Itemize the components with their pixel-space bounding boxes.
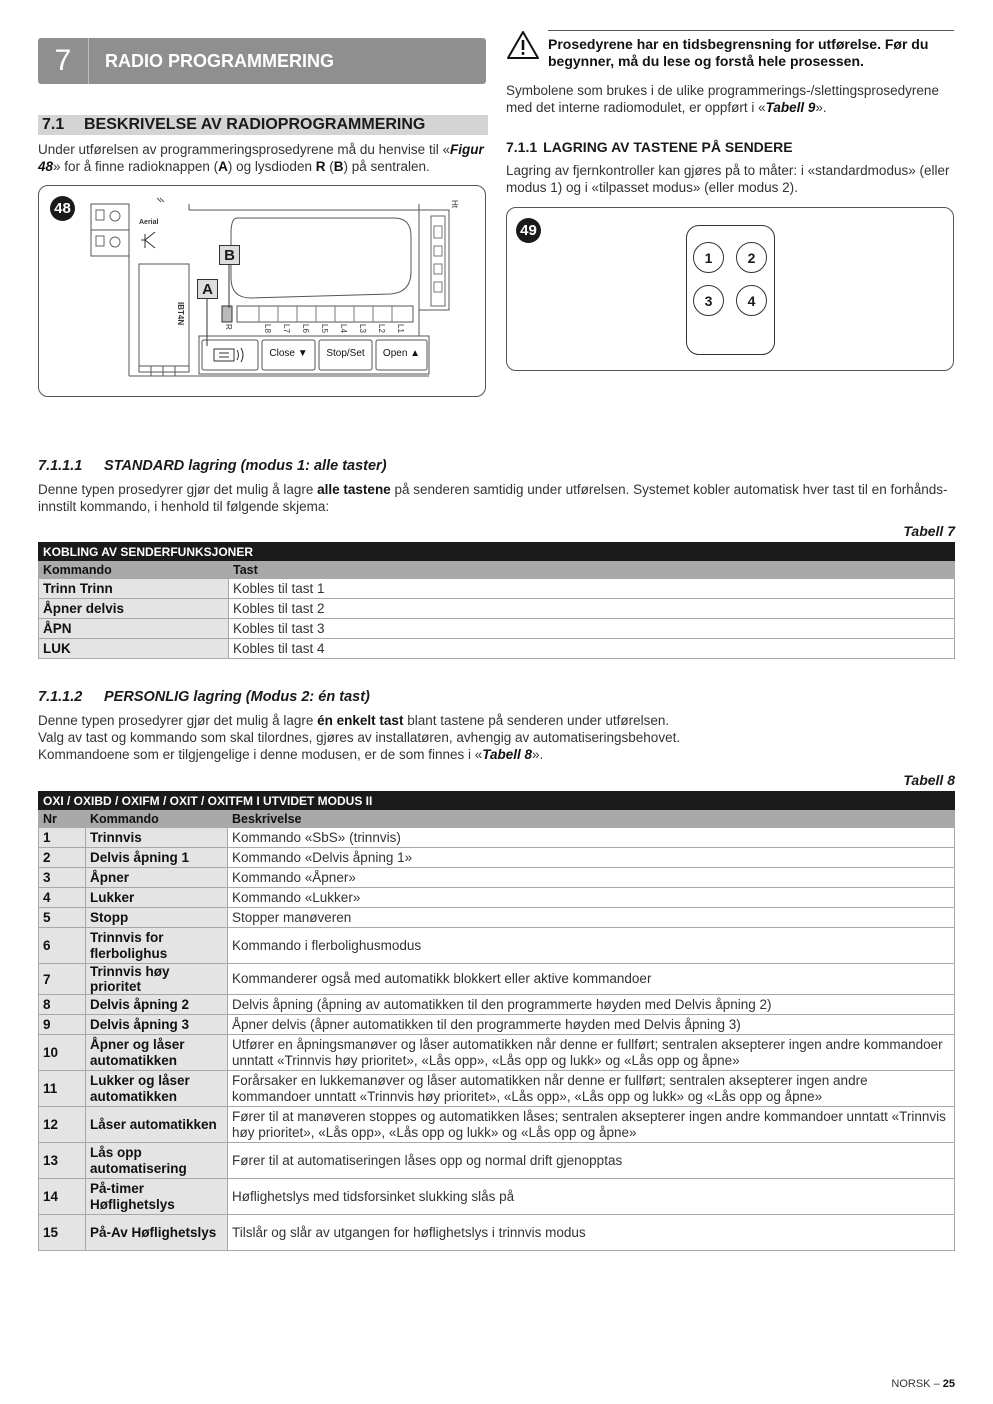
- led-label: L1: [396, 324, 405, 333]
- table-row: Trinn Trinn Kobles til tast 1: [39, 579, 955, 599]
- table-row: Åpner delvis Kobles til tast 2: [39, 599, 955, 619]
- section-7-1-1-paragraph: Lagring av fjernkontroller kan gjøres på to måter: i «standardmodus» (eller modus 1) og i «tilpasset modus» (eller modus 2).: [506, 163, 950, 195]
- table-ref: Tabell 8: [482, 747, 533, 762]
- warning-rule: [548, 30, 954, 31]
- led-label: L7: [282, 324, 291, 333]
- table-7-caption: Tabell 7: [903, 523, 955, 539]
- symbols-paragraph: Symbolene som brukes i de ulike programmerings-/slettingsprosedyrene med det interne radiomodulet, er oppført i «Tabell 9».: [506, 83, 939, 115]
- chapter-header: [38, 38, 486, 84]
- table-row: 7 Trinnvis høy prioritet Kommanderer også med automatikk blokkert eller aktive kommandoer: [39, 964, 955, 995]
- callout-b: B: [219, 245, 240, 265]
- table-row: 11 Lukker og låser automatikken Forårsaker en lukkemanøver og låser automatikken når denne er fullført; sentralen aksepterer ingen andre kommandoer unntatt «Trinnvis høy prioritet», «Lås opp», «Lås opp og lukk» og «Lås opp og åpne»: [39, 1071, 955, 1107]
- chapter-title: RADIO PROGRAMMERING: [105, 50, 334, 71]
- table-row: 10 Åpner og låser automatikken Utfører en åpningsmanøver og låser automatikken når denne er fullført; sentralen aksepterer ingen andre kommandoer unntatt «Trinnvis høy prioritet», «Lås opp», «Lås opp og lukk» og «Lås opp og åpne»: [39, 1035, 955, 1071]
- table-row: LUK Kobles til tast 4: [39, 639, 955, 659]
- section-7-1-1-2-paragraph: Denne typen prosedyrer gjør det mulig å lagre én enkelt tast blant tastene på senderen under utførelsen. Valg av tast og kommando som skal tilordnes, gjøres av installatøren, avhengig av automatiseringsbehovet. Kommandoene som er tilgjengelige i denne modusen, er de som finnes i «Tabell 8».: [38, 713, 681, 762]
- remote-key-4: 4: [736, 285, 767, 316]
- led-label: L4: [339, 324, 348, 333]
- column-header: Nr: [39, 810, 86, 828]
- figure-49: [506, 207, 954, 371]
- table-row: 13 Lås opp automatisering Fører til at automatiseringen låses opp og normal drift gjenopptas: [39, 1143, 955, 1179]
- table-ref: Tabell 9: [765, 100, 816, 115]
- section-7-1-1-heading: 7.1.1 LAGRING AV TASTENE PÅ SENDERE: [506, 139, 793, 155]
- column-header: Beskrivelse: [228, 810, 955, 828]
- figure-badge: 49: [516, 218, 541, 243]
- led-label: L8: [263, 324, 272, 333]
- led-label: L6: [301, 324, 310, 333]
- stop-set-button-label: Stop/Set: [326, 348, 365, 359]
- column-header: Tast: [229, 561, 955, 579]
- table-row: ÅPN Kobles til tast 3: [39, 619, 955, 639]
- table-row: 5 Stopp Stopper manøveren: [39, 908, 955, 928]
- column-header: Kommando: [86, 810, 228, 828]
- warning-icon: [506, 30, 540, 60]
- led-label: L2: [377, 324, 386, 333]
- table-8: [38, 791, 955, 1251]
- led-r-label: R: [224, 324, 233, 330]
- section-7-1-1-1-paragraph: Denne typen prosedyrer gjør det mulig å lagre alle tastene på senderen samtidig under utførelsen. Systemet kobler automatisk hver tast til en forhånds-innstilt kommando, i henhold til følgende skjema:: [38, 482, 948, 514]
- figure-48: [38, 185, 486, 397]
- table-row: 4 Lukker Kommando «Lukker»: [39, 888, 955, 908]
- table-7: [38, 542, 955, 659]
- section-7-1-1-2-heading: 7.1.1.2 PERSONLIG lagring (Modus 2: én tast): [38, 689, 370, 705]
- chapter-number: 7: [54, 44, 72, 77]
- corner-label: Ht: [450, 200, 459, 208]
- led-label: L3: [358, 324, 367, 333]
- remote-key-1: 1: [693, 242, 724, 273]
- board-label: IBT4N: [176, 302, 185, 326]
- warning-text: Prosedyrene har en tidsbegrensning for utførelse. Før du begynner, må du lese og forstå hele prosessen.: [548, 36, 929, 69]
- table-8-caption: Tabell 8: [903, 772, 955, 788]
- table-title: OXI / OXIBD / OXIFM / OXIT / OXITFM I UTVIDET MODUS II: [39, 792, 955, 810]
- remote-control: [686, 225, 775, 355]
- remote-key-3: 3: [693, 285, 724, 316]
- table-row: 9 Delvis åpning 3 Åpner delvis (åpner automatikken til den programmerte høyden med Delvis åpning 3): [39, 1015, 955, 1035]
- figure-ref: Figur 48: [38, 142, 484, 174]
- table-row: 12 Låser automatikken Fører til at manøveren stoppes og automatikken låses; sentralen aksepterer ingen andre kommandoer unntatt «Trinnvis høy prioritet», «Lås opp», «Lås opp og lukk» og «Lås opp og åpne»: [39, 1107, 955, 1143]
- aerial-label: Aerial: [139, 219, 159, 226]
- control-board-drawing: [39, 186, 487, 398]
- table-row: 8 Delvis åpning 2 Delvis åpning (åpning av automatikken til den programmerte høyden med Delvis åpning 2): [39, 995, 955, 1015]
- chapter-divider: [88, 38, 89, 84]
- table-row: 1 Trinnvis Kommando «SbS» (trinnvis): [39, 828, 955, 848]
- led-label: L5: [320, 324, 329, 333]
- section-7-1-1-1-heading: 7.1.1.1 STANDARD lagring (modus 1: alle taster): [38, 458, 387, 474]
- section-7-1-heading: [38, 115, 488, 135]
- close-button-label: Close ▼: [269, 348, 308, 359]
- table-row: 3 Åpner Kommando «Åpner»: [39, 868, 955, 888]
- table-row: 2 Delvis åpning 1 Kommando «Delvis åpning 1»: [39, 848, 955, 868]
- table-row: 15 På-Av Høflighetslys Tilslår og slår av utgangen for høflighetslys i trinnvis modus: [39, 1215, 955, 1251]
- figure-badge: 48: [50, 196, 75, 221]
- section-7-1-paragraph: Under utførelsen av programmeringsprosedyrene må du henvise til «Figur 48» for å finne radioknappen (A) og lysdioden R (B) på sentralen.: [38, 142, 484, 174]
- open-button-label: Open ▲: [382, 348, 421, 359]
- section-title: BESKRIVELSE AV RADIOPROGRAMMERING: [84, 116, 426, 133]
- section-number: 7.1: [42, 116, 65, 133]
- remote-key-2: 2: [736, 242, 767, 273]
- table-row: 6 Trinnvis for flerbolighus Kommando i flerbolighusmodus: [39, 928, 955, 964]
- page-footer: NORSK – 25: [891, 1378, 955, 1390]
- table-title: KOBLING AV SENDERFUNKSJONER: [39, 543, 955, 561]
- table-row: 14 På-timer Høflighetslys Høflighetslys med tidsforsinket slukking slås på: [39, 1179, 955, 1215]
- column-header: Kommando: [39, 561, 229, 579]
- page-number: 25: [942, 1378, 955, 1390]
- callout-a: A: [197, 279, 218, 299]
